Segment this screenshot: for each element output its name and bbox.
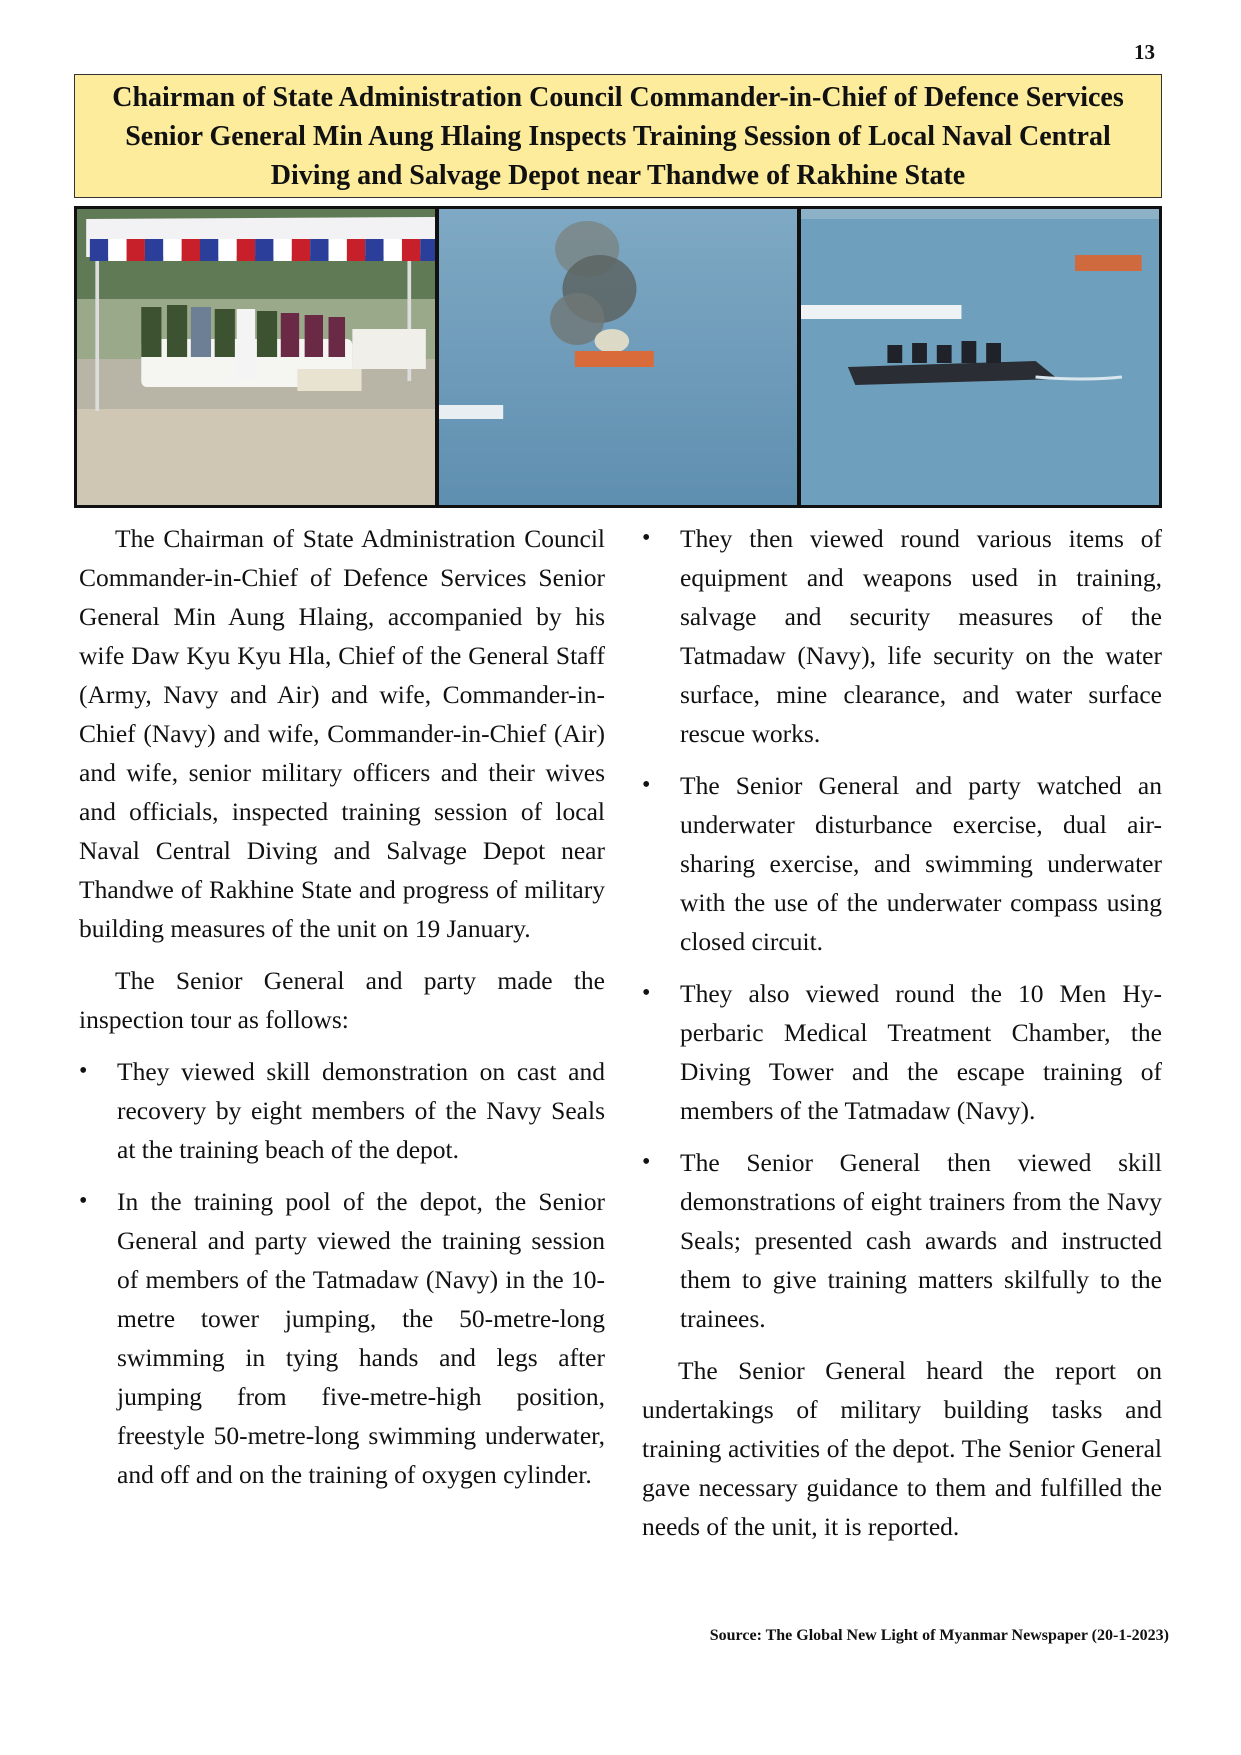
list-item: • The Senior General and party watched an underwater disturbance exercise, dual air-sharing exercise, and swimming underwater with the use of the underwater compass using closed circuit. <box>642 766 1162 961</box>
source-citation: Source: The Global New Light of Myanmar Newspaper (20-1-2023) <box>709 1627 1169 1644</box>
tour-intro-paragraph: The Senior General and party made the inspection tour as follows: <box>79 966 605 1034</box>
page-number: 13 <box>1134 40 1155 64</box>
officials-under-canopy-photo <box>77 209 435 505</box>
list-item: • The Senior General then viewed skill demonstrations of eight trainers from the Navy Seals; presented cash awards and instructed them to give training matters skilfully to the trainees. <box>642 1143 1162 1338</box>
navy-boat-photo <box>801 209 1159 505</box>
list-item: • They then viewed round various items of equipment and weapons used in training, salvage and security measures of the Tatmadaw (Navy), life security on the water surface, mine clearance, and water surface rescue works. <box>642 519 1162 753</box>
right-column <box>642 519 1162 1559</box>
article-title: Chairman of State Administration Council Commander-in-Chief of Defence Services Senior General Min Aung Hlaing Inspects Training Session of Local Naval Central Diving and Salvage Depot near Thandwe of Rakhine State <box>112 81 1124 191</box>
closing-paragraph: The Senior General heard the report on undertakings of military building tasks and training activities of the depot. The Senior General gave necessary guidance to them and fulfilled the needs of the unit, it is reported. <box>642 1356 1162 1541</box>
right-bullet-list <box>642 519 1162 1338</box>
intro-paragraph: The Chairman of State Administration Council Commander-in-Chief of Defence Services Senior General Min Aung Hlaing, accompanied by his wife Daw Kyu Kyu Hla, Chief of the General Staff (Army, Navy and Air) and wife, Commander-in-Chief (Navy) and wife, Commander-in-Chief (Air) and wife, senior military officers and their wives and officials, inspected training session of local Naval Central Diving and Salvage Depot near Thandwe of Rakhine State and progress of military building measures of the unit on 19 January. <box>79 524 605 943</box>
explosion-on-sea-photo <box>439 209 797 505</box>
list-item: • They also viewed round the 10 Men Hyperbaric Medical Treatment Chamber, the Diving Tower and the escape training of members of the Tatmadaw (Navy). <box>642 974 1162 1130</box>
list-item: • In the training pool of the depot, the Senior General and party viewed the training session of members of the Tatmadaw (Navy) in the 10-metre tower jumping, the 50-metre-long swimming in tying hands and legs after jumping from five-metre-high position, freestyle 50-metre-long swimming underwater, and off and on the training of oxygen cylinder. <box>79 1182 605 1494</box>
article-title-box <box>74 74 1162 198</box>
photo-strip <box>74 206 1162 508</box>
left-bullet-list <box>79 1052 605 1494</box>
left-column <box>79 519 605 1507</box>
list-item: • They viewed skill demonstration on cast and recovery by eight members of the Navy Seals at the training beach of the depot. <box>79 1052 605 1169</box>
